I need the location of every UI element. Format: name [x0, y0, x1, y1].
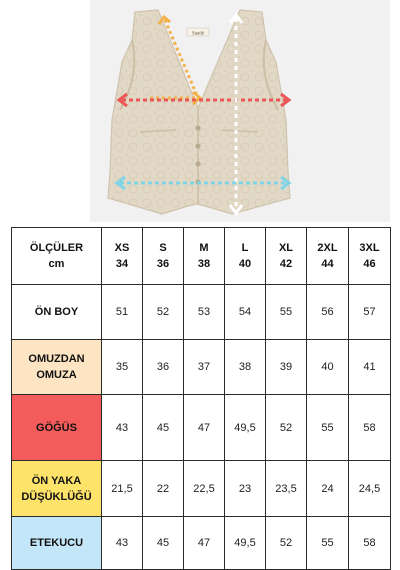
- value-cell: 54: [225, 285, 266, 340]
- value-cell: 22: [143, 461, 184, 517]
- value-cell: 58: [349, 517, 391, 570]
- table-row: [12, 461, 391, 517]
- product-photo: [0, 0, 400, 222]
- row-label-gogus: GÖĞÜS: [12, 395, 102, 461]
- value-cell: 39: [266, 340, 307, 395]
- value-cell: 23: [225, 461, 266, 517]
- value-cell: 52: [266, 395, 307, 461]
- value-cell: 40: [307, 340, 349, 395]
- value-cell: 43: [102, 395, 143, 461]
- value-cell: 57: [349, 285, 391, 340]
- table-header-row: [12, 228, 391, 285]
- header-unit: cm: [48, 258, 65, 270]
- value-cell: 22,5: [184, 461, 225, 517]
- size-xs-header: XS 34: [102, 228, 143, 285]
- size-l-header: L 40: [225, 228, 266, 285]
- table-row: [12, 340, 391, 395]
- table-row: [12, 517, 391, 570]
- value-cell: 45: [143, 517, 184, 570]
- value-cell: 52: [143, 285, 184, 340]
- value-cell: 51: [102, 285, 143, 340]
- row-label-etekucu: ETEKUCU: [12, 517, 102, 570]
- value-cell: 58: [349, 395, 391, 461]
- value-cell: 49,5: [225, 395, 266, 461]
- value-cell: 41: [349, 340, 391, 395]
- table-row: [12, 285, 391, 340]
- value-cell: 45: [143, 395, 184, 461]
- value-cell: 49,5: [225, 517, 266, 570]
- value-cell: 56: [307, 285, 349, 340]
- value-cell: 37: [184, 340, 225, 395]
- vest-image: [0, 0, 400, 222]
- value-cell: 47: [184, 517, 225, 570]
- value-cell: 53: [184, 285, 225, 340]
- header-label-cell: [12, 228, 102, 285]
- value-cell: 23,5: [266, 461, 307, 517]
- value-cell: 47: [184, 395, 225, 461]
- size-m-header: M 38: [184, 228, 225, 285]
- row-label-on-yaka-dusuklugu: ÖN YAKA DÜŞÜKLÜĞÜ: [12, 461, 102, 517]
- row-label-on-boy: ÖN BOY: [12, 285, 102, 340]
- value-cell: 55: [307, 395, 349, 461]
- value-cell: 55: [307, 517, 349, 570]
- size-xl-header: XL 42: [266, 228, 307, 285]
- size-chart-table: [11, 227, 391, 570]
- size-2xl-header: 2XL 44: [307, 228, 349, 285]
- size-3xl-header: 3XL 46: [349, 228, 391, 285]
- value-cell: 38: [225, 340, 266, 395]
- header-label: ÖLÇÜLER: [29, 242, 84, 254]
- value-cell: 24: [307, 461, 349, 517]
- table-row: [12, 395, 391, 461]
- value-cell: 55: [266, 285, 307, 340]
- value-cell: 43: [102, 517, 143, 570]
- value-cell: 52: [266, 517, 307, 570]
- row-label-omuzdan-omuza: OMUZDAN OMUZA: [12, 340, 102, 395]
- size-s-header: S 36: [143, 228, 184, 285]
- value-cell: 21,5: [102, 461, 143, 517]
- value-cell: 35: [102, 340, 143, 395]
- value-cell: 36: [143, 340, 184, 395]
- value-cell: 24,5: [349, 461, 391, 517]
- brand-label: Saadé: [192, 31, 204, 37]
